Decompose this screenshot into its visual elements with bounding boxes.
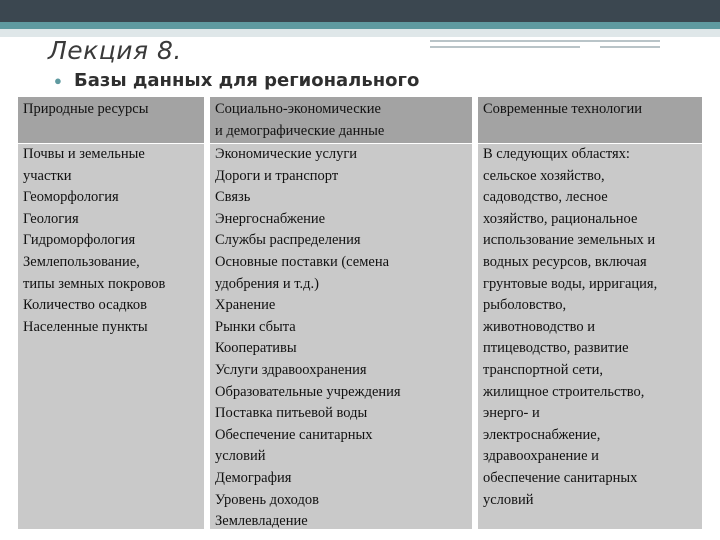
cell-line: Энергоснабжение bbox=[215, 210, 326, 227]
cell-line: условий bbox=[483, 491, 534, 508]
bullet-icon: ● bbox=[54, 73, 62, 88]
cell-line: Обеспечение санитарных bbox=[215, 426, 373, 443]
cell-line: Геология bbox=[23, 210, 79, 227]
cell-line: хозяйство, рациональное bbox=[483, 210, 638, 227]
cell-line: водных ресурсов, включая bbox=[483, 253, 647, 270]
cell-line: В следующих областях: bbox=[483, 146, 630, 162]
cell-line: Населенные пункты bbox=[23, 318, 148, 335]
header-line: Природные ресурсы bbox=[23, 101, 149, 117]
top-decor-band bbox=[0, 0, 720, 22]
decor-line bbox=[430, 46, 580, 48]
cell-line: Землепользование, bbox=[23, 253, 140, 270]
column-header bbox=[18, 97, 204, 143]
cell-line: Демография bbox=[215, 469, 292, 486]
cell-line: Хранение bbox=[215, 297, 276, 314]
cell-line: использование земельных и bbox=[483, 232, 656, 249]
cell-line: Количество осадков bbox=[23, 297, 147, 314]
column-body bbox=[210, 144, 472, 529]
slide-subtitle: Базы данных для регионального bbox=[74, 70, 420, 91]
cell-line: обеспечение санитарных bbox=[483, 469, 638, 486]
cell-line: здравоохранение и bbox=[483, 448, 599, 465]
cell-line: Услуги здравоохранения bbox=[215, 361, 367, 378]
cell-line: транспортной сети, bbox=[483, 361, 603, 378]
header-line: Социально-экономические bbox=[215, 101, 381, 117]
cell-line: Уровень доходов bbox=[215, 491, 319, 508]
top-decor-stripe bbox=[0, 22, 720, 29]
decor-line bbox=[430, 40, 660, 42]
cell-line: грунтовые воды, ирригация, bbox=[483, 275, 658, 292]
table-column-technologies bbox=[478, 97, 702, 529]
cell-line: Образовательные учреждения bbox=[215, 383, 401, 400]
cell-line: удобрения и т.д.) bbox=[215, 275, 319, 292]
cell-line: Кооперативы bbox=[215, 340, 297, 357]
column-header bbox=[210, 97, 472, 143]
table-column-natural bbox=[18, 97, 204, 529]
header-line: и демографические данные bbox=[215, 122, 385, 139]
table-column-socioeconomic bbox=[210, 97, 472, 529]
header-line: Современные технологии bbox=[483, 101, 642, 117]
cell-line: условий bbox=[215, 448, 266, 465]
cell-line: Поставка питьевой воды bbox=[215, 405, 368, 422]
cell-line: Службы распределения bbox=[215, 232, 361, 249]
cell-line: Рынки сбыта bbox=[215, 318, 296, 335]
cell-line: жилищное строительство, bbox=[483, 383, 645, 400]
cell-line: Землевладение bbox=[215, 513, 308, 530]
cell-line: энерго- и bbox=[483, 405, 540, 422]
column-body bbox=[18, 144, 204, 529]
cell-line: типы земных покровов bbox=[23, 275, 166, 292]
cell-line: Геоморфология bbox=[23, 189, 119, 206]
cell-line: участки bbox=[23, 167, 72, 184]
cell-line: Почвы и земельные bbox=[23, 146, 145, 162]
slide-title: Лекция 8. bbox=[48, 36, 182, 65]
header-divider bbox=[18, 143, 702, 144]
decor-line bbox=[600, 46, 660, 48]
cell-line: рыболовство, bbox=[483, 297, 567, 314]
cell-line: Гидроморфология bbox=[23, 232, 136, 249]
cell-line: животноводство и bbox=[483, 318, 596, 335]
cell-line: садоводство, лесное bbox=[483, 189, 608, 206]
cell-line: Основные поставки (семена bbox=[215, 253, 390, 270]
column-header bbox=[478, 97, 702, 143]
column-body bbox=[478, 144, 702, 529]
cell-line: Экономические услуги bbox=[215, 146, 358, 162]
data-table bbox=[18, 97, 702, 529]
cell-line: сельское хозяйство, bbox=[483, 167, 605, 184]
cell-line: Дороги и транспорт bbox=[215, 167, 339, 184]
cell-line: электроснабжение, bbox=[483, 426, 601, 443]
cell-line: птицеводство, развитие bbox=[483, 340, 629, 357]
cell-line: Связь bbox=[215, 189, 251, 206]
